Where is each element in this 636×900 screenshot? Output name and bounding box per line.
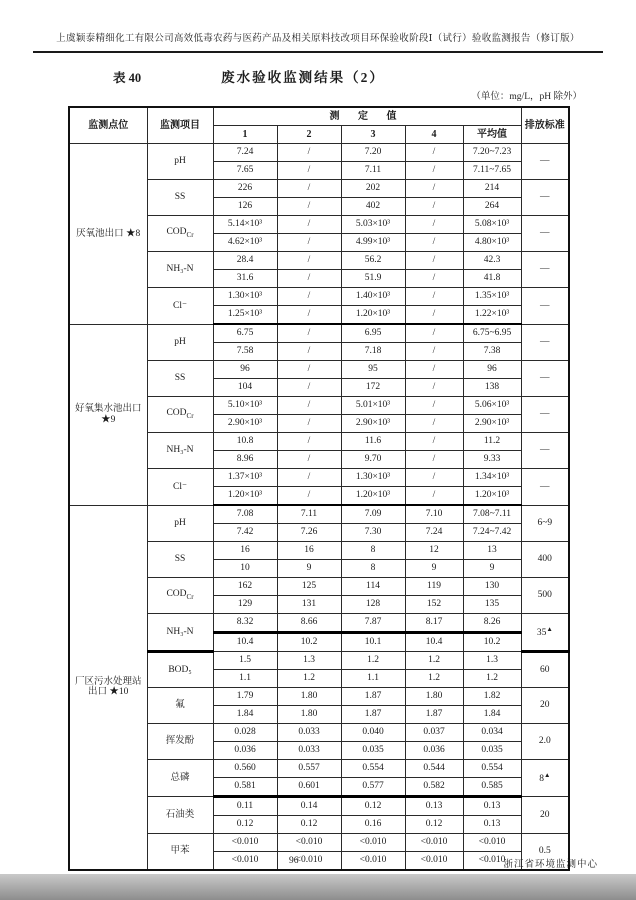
value-cell: 8.32 xyxy=(213,614,277,633)
value-cell: 5.08×10³ xyxy=(463,216,521,234)
value-cell: 1.2 xyxy=(405,670,463,688)
value-cell: / xyxy=(277,216,341,234)
standard-cell: 35▲ xyxy=(521,614,569,652)
standard-cell: — xyxy=(521,324,569,361)
value-cell: 1.30×10³ xyxy=(341,469,405,487)
page-number: 96 xyxy=(289,856,299,866)
col-header-value-5: 平均值 xyxy=(463,126,521,144)
value-cell: 7.20 xyxy=(341,144,405,162)
value-cell: 1.84 xyxy=(463,706,521,724)
value-cell: <0.010 xyxy=(341,852,405,871)
parameter-name: $COD_{Cr}$ xyxy=(147,578,213,614)
table-title-row xyxy=(0,66,606,86)
value-cell: 7.11~7.65 xyxy=(463,162,521,180)
value-cell: <0.010 xyxy=(405,834,463,852)
value-cell: 131 xyxy=(277,596,341,614)
value-cell: / xyxy=(405,306,463,325)
value-cell: 1.40×10³ xyxy=(341,288,405,306)
value-cell: / xyxy=(405,433,463,451)
table-row xyxy=(69,144,569,162)
value-cell: 7.38 xyxy=(463,343,521,361)
value-cell: 1.20×10³ xyxy=(213,487,277,506)
value-cell: 7.20~7.23 xyxy=(463,144,521,162)
value-cell: 1.37×10³ xyxy=(213,469,277,487)
value-cell: 114 xyxy=(341,578,405,596)
value-cell: 119 xyxy=(405,578,463,596)
value-cell: 1.20×10³ xyxy=(341,306,405,325)
value-cell: 1.22×10³ xyxy=(463,306,521,325)
value-cell: 1.1 xyxy=(341,670,405,688)
value-cell: / xyxy=(405,162,463,180)
value-cell: 2.90×10³ xyxy=(341,415,405,433)
parameter-name: pH xyxy=(147,144,213,180)
parameter-name: SS xyxy=(147,542,213,578)
value-cell: / xyxy=(277,451,341,469)
value-cell: 1.20×10³ xyxy=(341,487,405,506)
value-cell: 135 xyxy=(463,596,521,614)
value-cell: 402 xyxy=(341,198,405,216)
value-cell: 9 xyxy=(277,560,341,578)
value-cell: / xyxy=(405,288,463,306)
value-cell: 1.2 xyxy=(405,652,463,670)
monitoring-point: 厌氧池出口 ★8 xyxy=(69,144,147,325)
value-cell: 9 xyxy=(463,560,521,578)
value-cell: 11.6 xyxy=(341,433,405,451)
value-cell: 7.58 xyxy=(213,343,277,361)
parameter-name: Cl⁻ xyxy=(147,288,213,325)
value-cell: <0.010 xyxy=(213,834,277,852)
value-cell: 0.560 xyxy=(213,760,277,778)
value-cell: / xyxy=(405,180,463,198)
value-cell: 0.035 xyxy=(341,742,405,760)
value-cell: / xyxy=(405,451,463,469)
header-row xyxy=(69,107,569,126)
value-cell: 5.06×10³ xyxy=(463,397,521,415)
standard-cell: 2.0 xyxy=(521,724,569,760)
monitoring-point: 好氧集水池出口 ★9 xyxy=(69,324,147,505)
value-cell: / xyxy=(277,162,341,180)
value-cell: 9.70 xyxy=(341,451,405,469)
value-cell: 0.040 xyxy=(341,724,405,742)
value-cell: / xyxy=(277,343,341,361)
value-cell: 0.034 xyxy=(463,724,521,742)
value-cell: 8.26 xyxy=(463,614,521,633)
value-cell: 6.95 xyxy=(341,324,405,343)
standard-cell: 20 xyxy=(521,797,569,834)
scan-edge-shadow xyxy=(0,874,636,900)
value-cell: 10 xyxy=(213,560,277,578)
col-header-standard: 排放标准 xyxy=(521,107,569,144)
value-cell: 1.20×10³ xyxy=(463,487,521,506)
parameter-name: Cl⁻ xyxy=(147,469,213,506)
value-cell: / xyxy=(405,415,463,433)
value-cell: 1.84 xyxy=(213,706,277,724)
parameter-name: 挥发酚 xyxy=(147,724,213,760)
parameter-name: $COD_{Cr}$ xyxy=(147,397,213,433)
standard-cell: 8▲ xyxy=(521,760,569,797)
value-cell: 0.033 xyxy=(277,742,341,760)
value-cell: 0.036 xyxy=(213,742,277,760)
value-cell: / xyxy=(277,234,341,252)
value-cell: 0.601 xyxy=(277,778,341,797)
value-cell: 264 xyxy=(463,198,521,216)
value-cell: / xyxy=(277,361,341,379)
table-row xyxy=(69,505,569,524)
page-footer xyxy=(0,856,636,870)
value-cell: 128 xyxy=(341,596,405,614)
value-cell: 0.036 xyxy=(405,742,463,760)
value-cell: 7.26 xyxy=(277,524,341,542)
value-cell: 16 xyxy=(213,542,277,560)
value-cell: 214 xyxy=(463,180,521,198)
value-cell: <0.010 xyxy=(213,852,277,871)
col-header-value-1: 1 xyxy=(213,126,277,144)
value-cell: 1.35×10³ xyxy=(463,288,521,306)
value-cell: / xyxy=(405,198,463,216)
value-cell: <0.010 xyxy=(341,834,405,852)
value-cell: / xyxy=(405,324,463,343)
value-cell: 1.25×10³ xyxy=(213,306,277,325)
value-cell: 1.80 xyxy=(277,706,341,724)
value-cell: 96 xyxy=(463,361,521,379)
value-cell: / xyxy=(405,270,463,288)
value-cell: / xyxy=(405,343,463,361)
value-cell: 7.11 xyxy=(341,162,405,180)
value-cell: / xyxy=(277,487,341,506)
value-cell: 2.90×10³ xyxy=(463,415,521,433)
value-cell: / xyxy=(277,469,341,487)
standard-cell: — xyxy=(521,144,569,180)
value-cell: 0.14 xyxy=(277,797,341,816)
value-cell: 0.028 xyxy=(213,724,277,742)
value-cell: 0.12 xyxy=(213,816,277,834)
value-cell: 7.24 xyxy=(405,524,463,542)
value-cell: 10.4 xyxy=(405,633,463,652)
col-header-point: 监测点位 xyxy=(69,107,147,144)
value-cell: 1.2 xyxy=(341,652,405,670)
value-cell: 7.30 xyxy=(341,524,405,542)
value-cell: <0.010 xyxy=(463,852,521,871)
value-cell: / xyxy=(405,397,463,415)
value-cell: 129 xyxy=(213,596,277,614)
value-cell: 8.96 xyxy=(213,451,277,469)
document-header xyxy=(33,30,603,53)
value-cell: 95 xyxy=(341,361,405,379)
value-cell: 0.577 xyxy=(341,778,405,797)
value-cell: 5.03×10³ xyxy=(341,216,405,234)
value-cell: 2.90×10³ xyxy=(213,415,277,433)
value-cell: 10.2 xyxy=(463,633,521,652)
value-cell: 0.13 xyxy=(405,797,463,816)
value-cell: 1.5 xyxy=(213,652,277,670)
value-cell: 1.34×10³ xyxy=(463,469,521,487)
parameter-name: BOD₅ xyxy=(147,652,213,688)
col-header-value-3: 3 xyxy=(341,126,405,144)
table-number: 表 40 xyxy=(113,71,142,85)
value-cell: 41.8 xyxy=(463,270,521,288)
standard-cell: — xyxy=(521,433,569,469)
value-cell: 12 xyxy=(405,542,463,560)
value-cell: 0.12 xyxy=(277,816,341,834)
unit-note: （单位：mg/L，pH 除外） xyxy=(471,92,582,102)
value-cell: 0.035 xyxy=(463,742,521,760)
value-cell: / xyxy=(405,379,463,397)
value-cell: 1.2 xyxy=(277,670,341,688)
standard-cell: — xyxy=(521,397,569,433)
value-cell: / xyxy=(405,487,463,506)
value-cell: 1.2 xyxy=(463,670,521,688)
value-cell: 10.4 xyxy=(213,633,277,652)
value-cell: / xyxy=(277,144,341,162)
value-cell: 9 xyxy=(405,560,463,578)
value-cell: / xyxy=(277,180,341,198)
value-cell: 0.581 xyxy=(213,778,277,797)
value-cell: <0.010 xyxy=(277,852,341,871)
value-cell: 4.99×10³ xyxy=(341,234,405,252)
value-cell: 51.9 xyxy=(341,270,405,288)
standard-cell: 20 xyxy=(521,688,569,724)
value-cell: 1.1 xyxy=(213,670,277,688)
value-cell: / xyxy=(405,469,463,487)
col-header-value-4: 4 xyxy=(405,126,463,144)
value-cell: 7.09 xyxy=(341,505,405,524)
value-cell: 1.3 xyxy=(277,652,341,670)
value-cell: 5.14×10³ xyxy=(213,216,277,234)
standard-cell: — xyxy=(521,180,569,216)
value-cell: 8 xyxy=(341,560,405,578)
standard-cell: 400 xyxy=(521,542,569,578)
value-cell: <0.010 xyxy=(463,834,521,852)
value-cell: 0.12 xyxy=(341,797,405,816)
standard-cell: 500 xyxy=(521,578,569,614)
value-cell: 7.11 xyxy=(277,505,341,524)
value-cell: 0.11 xyxy=(213,797,277,816)
standard-cell: — xyxy=(521,361,569,397)
table-row xyxy=(69,324,569,343)
standard-cell: — xyxy=(521,216,569,252)
value-cell: 0.037 xyxy=(405,724,463,742)
value-cell: 1.82 xyxy=(463,688,521,706)
value-cell: 0.582 xyxy=(405,778,463,797)
value-cell: 162 xyxy=(213,578,277,596)
value-cell: 202 xyxy=(341,180,405,198)
parameter-name: pH xyxy=(147,324,213,361)
value-cell: / xyxy=(277,433,341,451)
value-cell: 16 xyxy=(277,542,341,560)
value-cell: 28.4 xyxy=(213,252,277,270)
parameter-name: 氟 xyxy=(147,688,213,724)
value-cell: 152 xyxy=(405,596,463,614)
parameter-name: NH₃-N xyxy=(147,614,213,652)
standard-cell: 60 xyxy=(521,652,569,688)
value-cell: 1.80 xyxy=(277,688,341,706)
parameter-name: pH xyxy=(147,505,213,542)
value-cell: / xyxy=(277,288,341,306)
value-cell: 9.33 xyxy=(463,451,521,469)
value-cell: 56.2 xyxy=(341,252,405,270)
standard-cell: — xyxy=(521,469,569,506)
value-cell: 7.18 xyxy=(341,343,405,361)
value-cell: / xyxy=(277,306,341,325)
value-cell: / xyxy=(405,216,463,234)
value-cell: / xyxy=(277,415,341,433)
value-cell: / xyxy=(277,252,341,270)
parameter-name: SS xyxy=(147,180,213,216)
monitoring-point: 厂区污水处理站出口 ★10 xyxy=(69,505,147,870)
value-cell: 126 xyxy=(213,198,277,216)
value-cell: 0.13 xyxy=(463,797,521,816)
value-cell: 8.66 xyxy=(277,614,341,633)
value-cell: 42.3 xyxy=(463,252,521,270)
parameter-name: SS xyxy=(147,361,213,397)
value-cell: 4.80×10³ xyxy=(463,234,521,252)
value-cell: 7.10 xyxy=(405,505,463,524)
value-cell: 6.75~6.95 xyxy=(463,324,521,343)
value-cell: 5.01×10³ xyxy=(341,397,405,415)
value-cell: 7.24 xyxy=(213,144,277,162)
value-cell: 138 xyxy=(463,379,521,397)
value-cell: 1.87 xyxy=(341,688,405,706)
table-title: 废水验收监测结果（2） xyxy=(221,70,385,85)
value-cell: / xyxy=(277,198,341,216)
value-cell: 7.65 xyxy=(213,162,277,180)
value-cell: / xyxy=(405,234,463,252)
parameter-name: 总磷 xyxy=(147,760,213,797)
monitoring-results-table xyxy=(68,106,570,871)
value-cell: 13 xyxy=(463,542,521,560)
value-cell: / xyxy=(277,324,341,343)
value-cell: 130 xyxy=(463,578,521,596)
value-cell: <0.010 xyxy=(405,852,463,871)
standard-cell: — xyxy=(521,252,569,288)
value-cell: 96 xyxy=(213,361,277,379)
value-cell: 1.30×10³ xyxy=(213,288,277,306)
value-cell: / xyxy=(405,144,463,162)
col-header-value-2: 2 xyxy=(277,126,341,144)
value-cell: 0.033 xyxy=(277,724,341,742)
value-cell: 0.585 xyxy=(463,778,521,797)
value-cell: 10.2 xyxy=(277,633,341,652)
value-cell: / xyxy=(277,379,341,397)
value-cell: 8 xyxy=(341,542,405,560)
value-cell: 11.2 xyxy=(463,433,521,451)
value-cell: 1.87 xyxy=(341,706,405,724)
value-cell: 7.08 xyxy=(213,505,277,524)
value-cell: <0.010 xyxy=(277,834,341,852)
value-cell: 7.08~7.11 xyxy=(463,505,521,524)
value-cell: 10.1 xyxy=(341,633,405,652)
value-cell: 125 xyxy=(277,578,341,596)
value-cell: 7.87 xyxy=(341,614,405,633)
value-cell: 104 xyxy=(213,379,277,397)
value-cell: 6.75 xyxy=(213,324,277,343)
value-cell: 1.79 xyxy=(213,688,277,706)
parameter-name: $COD_{Cr}$ xyxy=(147,216,213,252)
value-cell: 7.24~7.42 xyxy=(463,524,521,542)
document-header-text: 上虞颖泰精细化工有限公司高效低毒农药与医药产品及相关原料技改项目环保验收阶段Ⅰ（试行）验收监测报告（修订版） xyxy=(56,34,580,44)
parameter-name: 石油类 xyxy=(147,797,213,834)
standard-cell: — xyxy=(521,288,569,325)
value-cell: / xyxy=(277,397,341,415)
value-cell: 1.3 xyxy=(463,652,521,670)
value-cell: 5.10×10³ xyxy=(213,397,277,415)
footer-organization: 浙江省环境监测中心 xyxy=(503,860,598,870)
value-cell: 0.13 xyxy=(463,816,521,834)
value-cell: / xyxy=(405,252,463,270)
value-cell: 226 xyxy=(213,180,277,198)
value-cell: 1.87 xyxy=(405,706,463,724)
value-cell: 0.16 xyxy=(341,816,405,834)
standard-cell: 0.5 xyxy=(521,834,569,871)
value-cell: 0.544 xyxy=(405,760,463,778)
value-cell: / xyxy=(405,361,463,379)
value-cell: 31.6 xyxy=(213,270,277,288)
parameter-name: 甲苯 xyxy=(147,834,213,871)
value-cell: 172 xyxy=(341,379,405,397)
value-cell: 0.12 xyxy=(405,816,463,834)
standard-cell: 6~9 xyxy=(521,505,569,542)
value-cell: 10.8 xyxy=(213,433,277,451)
value-cell: 0.554 xyxy=(463,760,521,778)
parameter-name: NH₃-N xyxy=(147,252,213,288)
value-cell: 0.557 xyxy=(277,760,341,778)
col-header-item: 监测项目 xyxy=(147,107,213,144)
value-cell: / xyxy=(277,270,341,288)
value-cell: 1.80 xyxy=(405,688,463,706)
value-cell: 0.554 xyxy=(341,760,405,778)
value-cell: 7.42 xyxy=(213,524,277,542)
value-cell: 8.17 xyxy=(405,614,463,633)
value-cell: 4.62×10³ xyxy=(213,234,277,252)
col-header-values-group: 测 定 值 xyxy=(213,107,521,126)
parameter-name: NH₃-N xyxy=(147,433,213,469)
